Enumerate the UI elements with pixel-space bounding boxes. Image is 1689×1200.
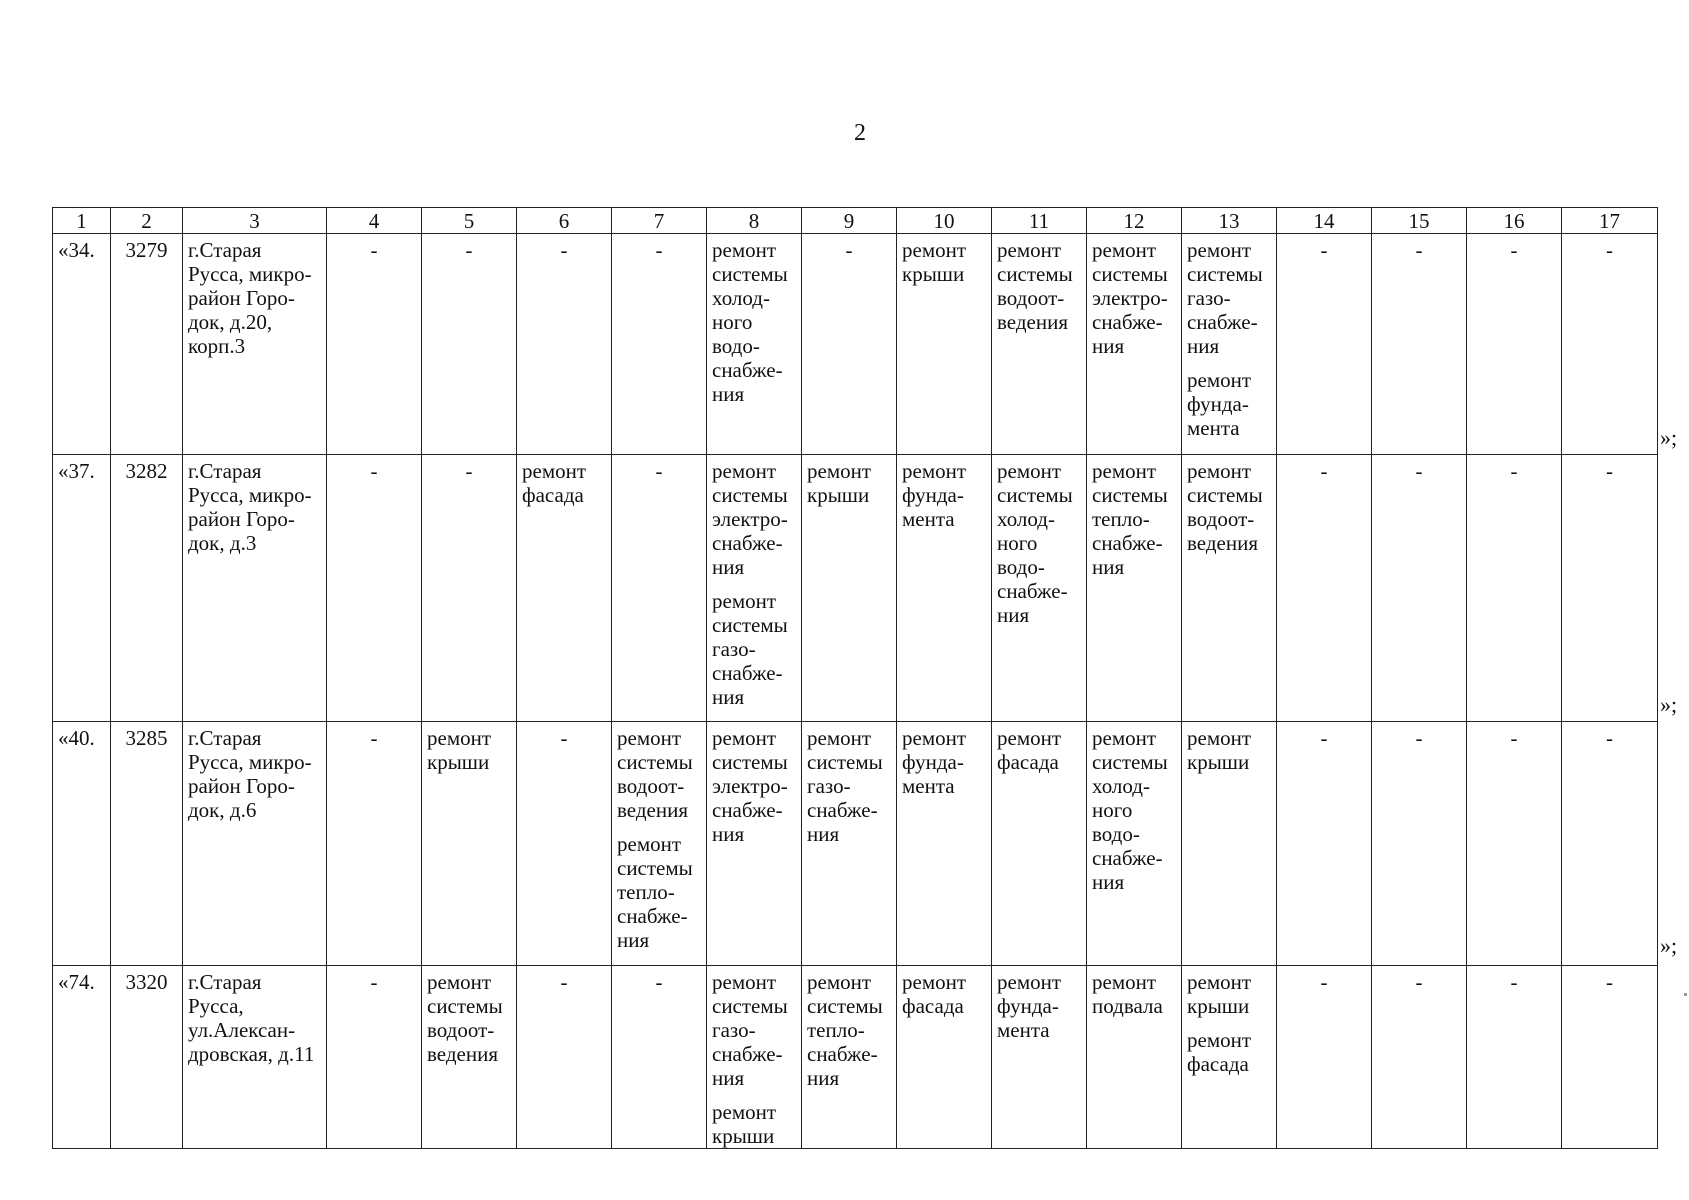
column-number-cell: 6: [517, 208, 612, 234]
works-cell: [327, 966, 422, 1149]
cell-entry: ремонт системы газо-снабже-ния: [1187, 238, 1263, 358]
empty-dash: -: [1510, 970, 1518, 994]
empty-dash: -: [370, 726, 378, 750]
cell-entry: ремонт фунда-мента: [997, 970, 1062, 1042]
column-number-cell: 4: [327, 208, 422, 234]
works-cell: [1562, 455, 1658, 722]
works-cell: [1467, 966, 1562, 1149]
column-number-cell: 9: [802, 208, 897, 234]
column-number-cell: 8: [707, 208, 802, 234]
cell-entry: ремонт системы тепло-снабже-ния: [807, 970, 883, 1090]
works-cell: [1372, 722, 1467, 966]
building-id-cell: [111, 455, 183, 722]
empty-dash: -: [1606, 459, 1613, 483]
works-cell: [422, 234, 517, 455]
works-cell: [802, 455, 897, 722]
empty-dash: -: [1510, 726, 1518, 750]
works-cell: [992, 722, 1087, 966]
cell-entry: ремонт системы водоот-ведения: [617, 726, 693, 822]
works-cell: [992, 966, 1087, 1149]
empty-dash: -: [1415, 238, 1423, 262]
works-cell: [1087, 234, 1182, 455]
cell-entry: ремонт фасада: [902, 970, 967, 1018]
cell-entry: г.Старая Русса, микро-район Горо-док, д.3: [188, 459, 312, 555]
cell-entry: «34.: [58, 238, 95, 262]
cell-entry: ремонт крыши: [1187, 726, 1252, 774]
cell-entry: ремонт фасада: [997, 726, 1062, 774]
works-cell: [897, 234, 992, 455]
column-number-row: [53, 208, 1658, 234]
building-id-cell: [111, 722, 183, 966]
empty-dash: -: [560, 726, 568, 750]
works-cell: [802, 234, 897, 455]
row-closing-mark: »;: [1660, 933, 1678, 958]
page-number: 2: [854, 120, 866, 146]
empty-dash: -: [1606, 970, 1613, 994]
works-cell: [327, 455, 422, 722]
table-row: [53, 966, 1658, 1149]
works-cell: [1372, 234, 1467, 455]
cell-entry: ремонт системы холод-ного водо-снабже-ния: [712, 238, 788, 406]
address-cell: [183, 234, 327, 455]
cell-entry: 3320: [125, 970, 168, 994]
cell-entry: ремонт системы водоот-ведения: [997, 238, 1073, 334]
cell-entry: ремонт системы холод-ного водо-снабже-ния: [1092, 726, 1168, 894]
column-number-cell: 10: [897, 208, 992, 234]
works-cell: [1372, 966, 1467, 1149]
works-cell: [422, 722, 517, 966]
works-cell: [1182, 234, 1277, 455]
works-cell: [612, 234, 707, 455]
column-number-cell: 12: [1087, 208, 1182, 234]
cell-entry: ремонт системы электро-снабже-ния: [712, 726, 788, 846]
address-cell: [183, 722, 327, 966]
empty-dash: -: [370, 970, 378, 994]
works-cell: [1277, 234, 1372, 455]
cell-entry: ремонт системы газо-снабже-ния: [807, 726, 883, 846]
empty-dash: -: [1320, 459, 1328, 483]
empty-dash: -: [560, 238, 568, 262]
works-cell: [612, 722, 707, 966]
cell-entry: ремонт системы электро-снабже-ния: [1092, 238, 1168, 358]
address-cell: [183, 966, 327, 1149]
cell-entry: ремонт фунда-мента: [902, 459, 967, 531]
cell-entry: г.Старая Русса, микро-район Горо-док, д.6: [188, 726, 312, 822]
building-id-cell: [111, 966, 183, 1149]
address-cell: [183, 455, 327, 722]
row-number-cell: [53, 722, 111, 966]
works-cell: [327, 234, 422, 455]
cell-entry: ремонт фунда-мента: [1187, 368, 1252, 440]
works-cell: [517, 722, 612, 966]
empty-dash: -: [1606, 726, 1613, 750]
cell-entry: 3285: [125, 726, 168, 750]
works-cell: [1277, 722, 1372, 966]
works-cell: [612, 966, 707, 1149]
works-cell: [992, 234, 1087, 455]
empty-dash: -: [655, 459, 663, 483]
column-number-cell: 1: [53, 208, 111, 234]
works-cell: [992, 455, 1087, 722]
works-cell: [612, 455, 707, 722]
empty-dash: -: [1415, 970, 1423, 994]
cell-entry: ремонт системы водоот-ведения: [427, 970, 503, 1066]
building-id-cell: [111, 234, 183, 455]
cell-entry: ремонт системы электро-снабже-ния: [712, 459, 788, 579]
works-cell: [1562, 234, 1658, 455]
cell-entry: ремонт фунда-мента: [902, 726, 967, 798]
works-cell: [707, 722, 802, 966]
works-cell: [517, 966, 612, 1149]
column-number-cell: 5: [422, 208, 517, 234]
works-cell: [327, 722, 422, 966]
cell-entry: ремонт крыши: [807, 459, 872, 507]
column-number-cell: 17: [1562, 208, 1658, 234]
empty-dash: -: [1415, 726, 1423, 750]
works-cell: [1277, 455, 1372, 722]
works-cell: [1087, 722, 1182, 966]
works-cell: [1087, 966, 1182, 1149]
empty-dash: -: [560, 970, 568, 994]
column-number-cell: 2: [111, 208, 183, 234]
column-number-cell: 15: [1372, 208, 1467, 234]
works-cell: [517, 455, 612, 722]
cell-entry: ремонт подвала: [1092, 970, 1163, 1018]
works-cell: [1562, 966, 1658, 1149]
empty-dash: -: [1510, 459, 1518, 483]
table-row: [53, 722, 1658, 966]
cell-entry: г.Старая Русса, ул.Алексан-дровская, д.11: [188, 970, 315, 1066]
empty-dash: -: [1320, 238, 1328, 262]
cell-entry: ремонт системы холод-ного водо-снабже-ния: [997, 459, 1073, 627]
empty-dash: -: [1320, 726, 1328, 750]
works-cell: [802, 966, 897, 1149]
cell-entry: г.Старая Русса, микро-район Горо-док, д.20, корп.3: [188, 238, 312, 358]
cell-entry: «74.: [58, 970, 95, 994]
works-cell: [1467, 455, 1562, 722]
cell-entry: «40.: [58, 726, 95, 750]
works-cell: [1182, 722, 1277, 966]
row-closing-mark: »;: [1660, 692, 1678, 717]
empty-dash: -: [465, 238, 473, 262]
empty-dash: -: [845, 238, 853, 262]
works-cell: [1467, 234, 1562, 455]
column-number-cell: 16: [1467, 208, 1562, 234]
cell-entry: ремонт крыши: [1187, 970, 1252, 1018]
cell-entry: ремонт крыши: [902, 238, 967, 286]
column-number-cell: 3: [183, 208, 327, 234]
row-number-cell: [53, 455, 111, 722]
works-cell: [897, 966, 992, 1149]
works-cell: [802, 722, 897, 966]
cell-entry: ремонт системы тепло-снабже-ния: [617, 832, 693, 952]
works-cell: [707, 966, 802, 1149]
repair-schedule-table: [52, 207, 1658, 1149]
cell-entry: ремонт крыши: [712, 1100, 777, 1148]
works-cell: [897, 455, 992, 722]
empty-dash: -: [370, 238, 378, 262]
scan-artifact: [1684, 993, 1687, 996]
row-number-cell: [53, 234, 111, 455]
table-row: [53, 455, 1658, 722]
empty-dash: -: [1415, 459, 1423, 483]
cell-entry: ремонт системы газо-снабже-ния: [712, 589, 788, 709]
column-number-cell: 13: [1182, 208, 1277, 234]
cell-entry: ремонт крыши: [427, 726, 492, 774]
row-closing-mark: »;: [1660, 425, 1678, 450]
column-number-cell: 7: [612, 208, 707, 234]
empty-dash: -: [1606, 238, 1613, 262]
empty-dash: -: [1510, 238, 1518, 262]
works-cell: [707, 234, 802, 455]
works-cell: [1087, 455, 1182, 722]
cell-entry: ремонт фасада: [522, 459, 587, 507]
cell-entry: ремонт системы тепло-снабже-ния: [1092, 459, 1168, 579]
works-cell: [1182, 455, 1277, 722]
cell-entry: ремонт фасада: [1187, 1028, 1252, 1076]
column-number-cell: 14: [1277, 208, 1372, 234]
table-row: [53, 234, 1658, 455]
works-cell: [1277, 966, 1372, 1149]
works-cell: [897, 722, 992, 966]
works-cell: [422, 455, 517, 722]
works-cell: [517, 234, 612, 455]
works-cell: [422, 966, 517, 1149]
empty-dash: -: [655, 238, 663, 262]
works-cell: [1182, 966, 1277, 1149]
cell-entry: 3279: [125, 238, 168, 262]
column-number-cell: 11: [992, 208, 1087, 234]
works-cell: [1562, 722, 1658, 966]
cell-entry: 3282: [125, 459, 168, 483]
empty-dash: -: [465, 459, 473, 483]
empty-dash: -: [370, 459, 378, 483]
cell-entry: «37.: [58, 459, 95, 483]
cell-entry: ремонт системы водоот-ведения: [1187, 459, 1263, 555]
cell-entry: ремонт системы газо-снабже-ния: [712, 970, 788, 1090]
works-cell: [707, 455, 802, 722]
works-cell: [1372, 455, 1467, 722]
row-number-cell: [53, 966, 111, 1149]
empty-dash: -: [1320, 970, 1328, 994]
empty-dash: -: [655, 970, 663, 994]
works-cell: [1467, 722, 1562, 966]
